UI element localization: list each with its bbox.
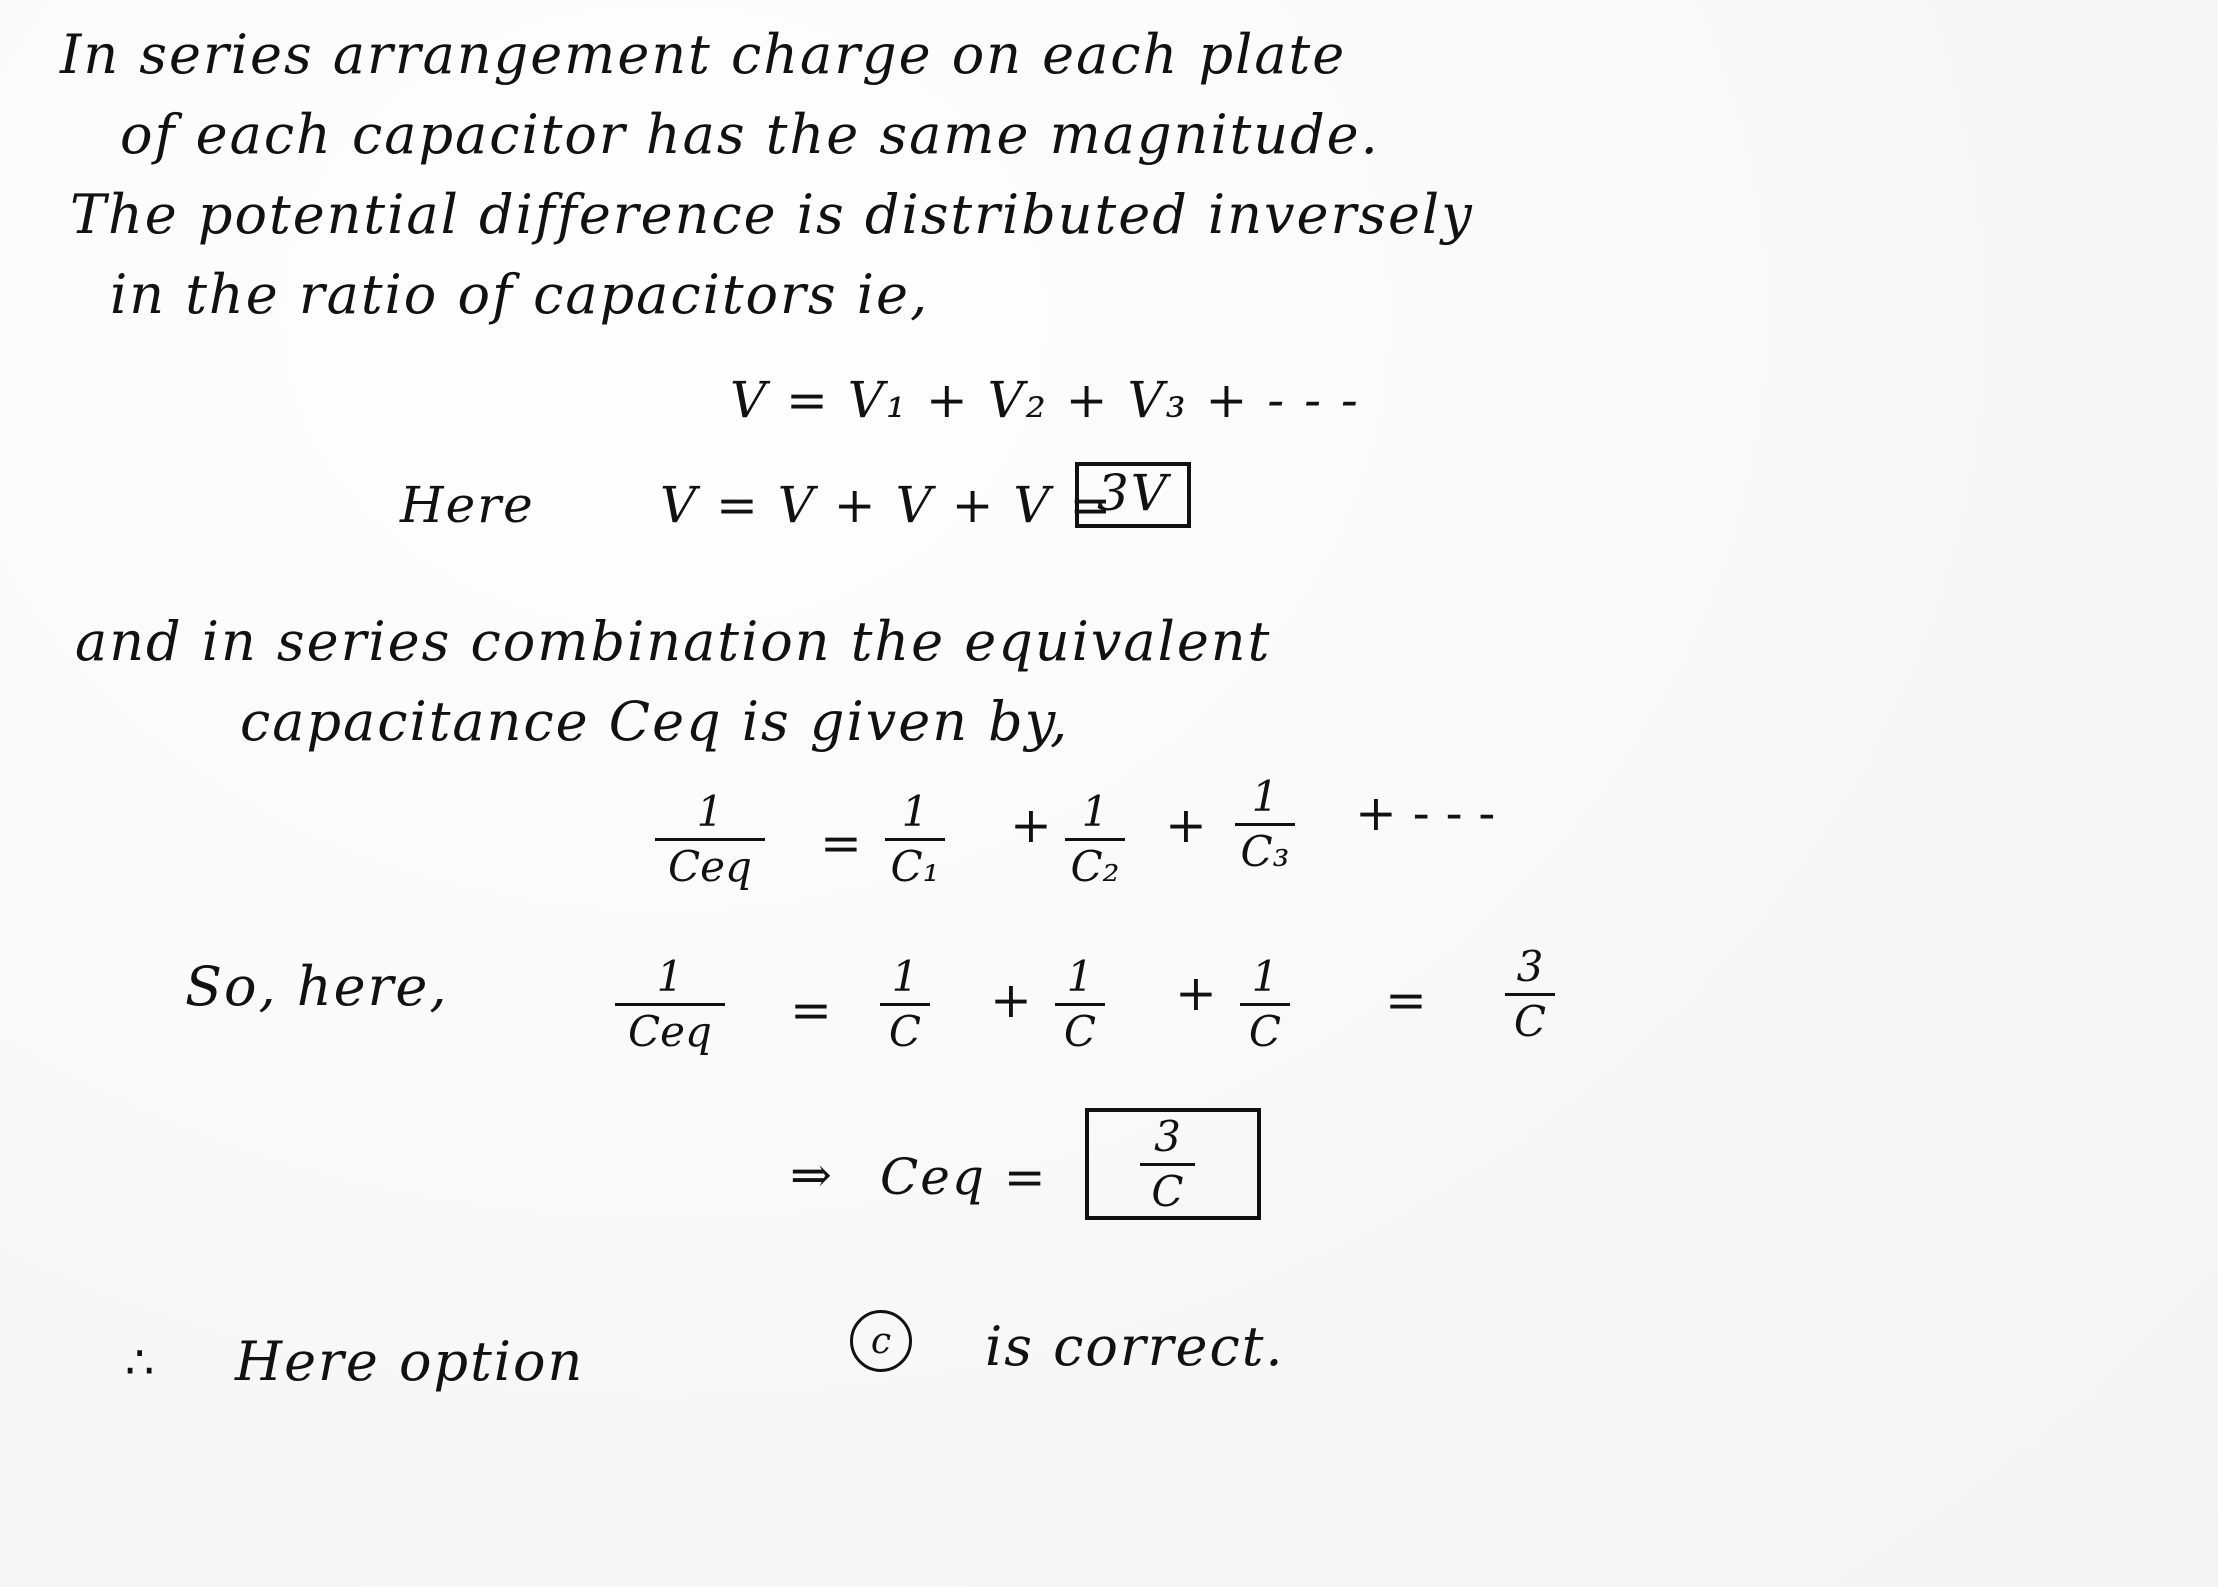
fraction-bar	[655, 838, 765, 841]
fraction-numerator: 1	[891, 952, 919, 1001]
fraction-denominator: C₃	[1240, 827, 1290, 877]
fraction-bar	[885, 838, 945, 841]
fraction-bar	[880, 1003, 930, 1006]
general-trailing-terms: + - - -	[1355, 784, 1496, 842]
fraction-numerator: 1	[901, 787, 929, 836]
fraction-numerator: 3	[1154, 1112, 1181, 1161]
paragraph2-line1: and in series combination the equivalent	[75, 610, 1272, 673]
option-c-circle-icon	[850, 1310, 912, 1372]
fraction-bar	[1235, 823, 1295, 826]
fraction-bar	[1055, 1003, 1105, 1006]
fraction-denominator: C	[1248, 1007, 1282, 1057]
specific-lhs-fraction	[615, 952, 725, 1057]
here-voltage-expression: V = V + V + V =	[660, 476, 1114, 534]
fraction-numerator: 1	[656, 952, 684, 1001]
conclusion-text-before: Here option	[235, 1330, 585, 1393]
general-plus-sign-1: +	[1010, 796, 1052, 854]
fraction-denominator: Ceq	[668, 842, 752, 892]
general-equals-sign: =	[820, 814, 862, 872]
fraction-numerator: 1	[1251, 952, 1279, 1001]
fraction-denominator: C	[1513, 997, 1547, 1047]
specific-equals-sign: =	[790, 981, 832, 1039]
general-lhs-fraction	[655, 787, 765, 892]
general-term1-fraction	[885, 787, 945, 892]
paragraph1-line1: In series arrangement charge on each plate	[60, 23, 1347, 86]
specific-term2-fraction	[1055, 952, 1105, 1057]
fraction-bar	[1505, 993, 1555, 996]
conclusion-text-after: is correct.	[985, 1315, 1285, 1378]
fraction-numerator: 1	[1081, 787, 1109, 836]
fraction-bar	[615, 1003, 725, 1006]
fraction-bar	[1240, 1003, 1290, 1006]
so-here-label: So, here,	[185, 955, 449, 1018]
fraction-bar	[1065, 838, 1125, 841]
boxed-voltage-result	[1075, 462, 1191, 528]
result-lhs: Ceq =	[880, 1148, 1048, 1206]
therefore-symbol: ∴	[125, 1335, 155, 1389]
specific-term1-fraction	[880, 952, 930, 1057]
paragraph1-line2: of each capacitor has the same magnitude.	[120, 103, 1380, 166]
fraction-numerator: 1	[1066, 952, 1094, 1001]
general-term2-fraction	[1065, 787, 1125, 892]
fraction-denominator: C	[1063, 1007, 1097, 1057]
specific-rhs-fraction	[1505, 942, 1555, 1047]
fraction-denominator: C₁	[890, 842, 940, 892]
fraction-bar	[1140, 1163, 1195, 1166]
boxed-voltage-value: 3V	[1075, 462, 1191, 528]
paragraph1-line3: The potential difference is distributed inversely	[70, 183, 1474, 246]
fraction-denominator: C	[888, 1007, 922, 1057]
paragraph1-line4: in the ratio of capacitors ie,	[110, 263, 930, 326]
fraction-denominator: Ceq	[628, 1007, 712, 1057]
option-letter: c	[870, 1320, 892, 1362]
specific-term3-fraction	[1240, 952, 1290, 1057]
fraction-numerator: 1	[1251, 772, 1279, 821]
boxed-result-fraction	[1140, 1112, 1195, 1217]
fraction-numerator: 3	[1516, 942, 1544, 991]
fraction-denominator: C	[1151, 1167, 1184, 1217]
general-term3-fraction	[1235, 772, 1295, 877]
voltage-sum-equation: V = V₁ + V₂ + V₃ + - - -	[730, 371, 1360, 429]
paragraph2-line2: capacitance Ceq is given by,	[240, 690, 1070, 753]
specific-plus-sign-2: +	[1175, 964, 1217, 1022]
here-label: Here	[400, 476, 535, 534]
specific-plus-sign-1: +	[990, 971, 1032, 1029]
specific-equals-sign-2: =	[1385, 971, 1427, 1029]
fraction-numerator: 1	[696, 787, 724, 836]
general-plus-sign-2: +	[1165, 796, 1207, 854]
fraction-denominator: C₂	[1070, 842, 1120, 892]
implies-arrow: ⇒	[790, 1146, 832, 1204]
